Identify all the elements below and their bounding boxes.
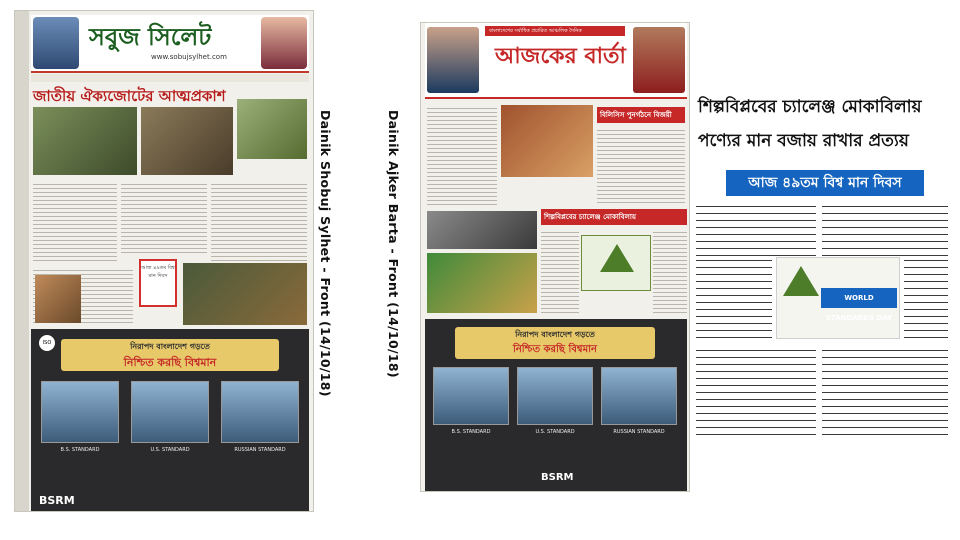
caption-newspaper-2: Dainik Ajker Barta - Front (14/10/18)	[386, 110, 401, 378]
ad-banner-line1: নিরাপদ বাংলাদেশ গড়তে	[130, 342, 210, 351]
newspaper-logo: আজকের বার্তা	[495, 44, 626, 69]
ad-caption: RUSSIAN STANDARD	[613, 429, 665, 435]
children-photo	[427, 253, 537, 313]
article-clipping	[696, 94, 948, 444]
page-gutter	[15, 11, 29, 511]
story-photo	[35, 275, 81, 323]
ad-banner-line2: নিশ্চিত করছি বিশ্বমান	[123, 356, 217, 369]
ad-banner-line1: নিরাপদ বাংলাদেশ গড়তে	[515, 330, 595, 339]
logo-sign-text: WORLD STANDARDS DAY	[821, 288, 897, 308]
world-standards-day-logo	[776, 257, 900, 339]
headline-box: শিল্পবিপ্লবের চ্যালেঞ্জ মোকাবিলায়	[541, 209, 687, 225]
crowd-photo	[183, 263, 307, 325]
dateline	[31, 74, 309, 82]
website-text: www.sobujsylhet.com	[151, 53, 227, 61]
text-column	[121, 181, 207, 253]
construction-image	[601, 367, 677, 425]
bsrm-logo: BSRM	[39, 494, 75, 507]
text-column	[653, 229, 687, 313]
article-text-column	[696, 346, 816, 438]
ad-banner	[455, 327, 655, 359]
lead-photo-2	[141, 107, 233, 175]
lead-photo-3	[237, 99, 307, 159]
newspaper-shobuj-sylhet	[14, 10, 314, 512]
ad-banner-line2: নিশ্চিত করছি বিশ্বমান	[512, 344, 598, 355]
lead-headline: জাতীয় ঐক্যজোটের আত্মপ্রকাশ	[33, 87, 226, 105]
article-title-line1: শিল্পবিপ্লবের চ্যালেঞ্জ মোকাবিলায়	[698, 97, 922, 117]
article-title-line2: পণ্যের মান বজায় রাখার প্রত্যয়	[698, 131, 909, 151]
lead-photo-1	[33, 107, 137, 175]
caption-newspaper-1: Dainik Shobuj Sylhet - Front (14/10/18)	[318, 110, 333, 397]
ad-caption: B.S. STANDARD	[451, 429, 491, 435]
text-column	[33, 181, 117, 261]
article-text-column	[822, 202, 948, 256]
ad-caption: U.S. STANDARD	[150, 447, 190, 453]
triangle-icon	[783, 266, 819, 296]
masthead-photo-left	[427, 27, 479, 93]
clipping-label: আজ ৪৯তম বিশ্ব মান দিবস	[141, 265, 175, 279]
construction-image	[221, 381, 299, 443]
masthead-photo-right	[633, 27, 685, 93]
headline-box: বিলিসিস পুনর্গঠনে বিজয়ী	[597, 107, 685, 123]
newspaper-logo: সবুজ সিলেট	[89, 23, 212, 51]
bsrm-advertisement	[31, 329, 309, 512]
ad-caption: U.S. STANDARD	[535, 429, 575, 435]
iso-logo: ISO	[39, 335, 55, 351]
ad-banner	[61, 339, 279, 371]
ad-caption: RUSSIAN STANDARD	[234, 447, 286, 453]
text-column	[597, 127, 685, 205]
bridge-image	[131, 381, 209, 443]
bsrm-logo: BSRM	[541, 472, 574, 483]
article-text-column	[822, 346, 948, 438]
bridge-image	[41, 381, 119, 443]
truck-photo	[427, 211, 537, 249]
newspaper-ajker-barta	[420, 22, 690, 492]
bsrm-advertisement	[425, 319, 687, 492]
article-text-column	[696, 256, 772, 344]
article-text-column	[904, 256, 948, 344]
text-column	[427, 105, 497, 205]
masthead	[31, 15, 309, 73]
article-text-column	[696, 202, 816, 256]
article-subhead: আজ ৪৯তম বিশ্ব মান দিবস	[726, 170, 924, 196]
masthead-photo-left	[33, 17, 79, 69]
text-column	[541, 229, 579, 313]
world-standards-logo	[581, 235, 651, 291]
ad-caption: B.S. STANDARD	[60, 447, 100, 453]
bridge-image	[433, 367, 509, 425]
masthead-tagline: বাংলাদেশের সর্বাধিক প্রচারিত আঞ্চলিক দৈনিক	[485, 26, 625, 36]
masthead-photo-right	[261, 17, 307, 69]
triangle-icon	[600, 244, 634, 272]
lead-photo	[501, 105, 593, 177]
highlighted-clipping	[139, 259, 177, 307]
bridge-image	[517, 367, 593, 425]
text-column	[211, 181, 307, 261]
masthead	[425, 23, 687, 99]
